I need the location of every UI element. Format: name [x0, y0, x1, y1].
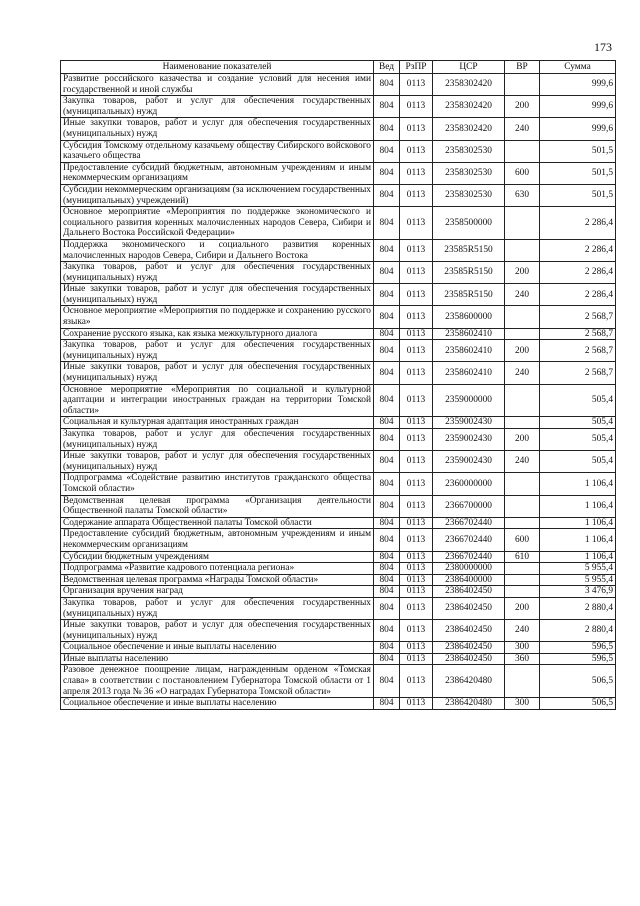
- cell-rzpr: 0113: [400, 429, 433, 451]
- cell-name: Ведомственная целевая программа «Награды Томской области»: [61, 574, 374, 586]
- cell-rzpr: 0113: [400, 473, 433, 495]
- cell-name: Закупка товаров, работ и услуг для обеспечения государственных (муниципальных) нужд: [61, 597, 374, 619]
- table-row: [61, 284, 616, 306]
- cell-ved: 804: [374, 574, 400, 586]
- cell-ved: 804: [374, 162, 400, 184]
- cell-rzpr: 0113: [400, 262, 433, 284]
- cell-rzpr: 0113: [400, 665, 433, 698]
- table-row: [61, 698, 616, 710]
- cell-csr: 2386420480: [433, 698, 505, 710]
- cell-sum: 505,4: [540, 451, 616, 473]
- cell-ved: 804: [374, 118, 400, 140]
- cell-rzpr: 0113: [400, 451, 433, 473]
- cell-sum: 5 955,4: [540, 574, 616, 586]
- header-csr: ЦСР: [433, 61, 505, 74]
- cell-name: Иные закупки товаров, работ и услуг для обеспечения государственных (муниципальных) нужд: [61, 284, 374, 306]
- cell-sum: 501,5: [540, 140, 616, 162]
- cell-csr: 2358600000: [433, 306, 505, 328]
- cell-vr: 200: [505, 96, 540, 118]
- cell-rzpr: 0113: [400, 184, 433, 206]
- cell-name: Субсидии бюджетным учреждениям: [61, 551, 374, 563]
- cell-csr: 2386402450: [433, 586, 505, 598]
- cell-vr: 200: [505, 340, 540, 362]
- cell-vr: [505, 417, 540, 429]
- cell-csr: 2358302530: [433, 184, 505, 206]
- cell-ved: 804: [374, 620, 400, 642]
- cell-vr: 240: [505, 620, 540, 642]
- cell-name: Субсидия Томскому отдельному казачьему обществу Сибирского войскового казачьего общества: [61, 140, 374, 162]
- table-row: [61, 306, 616, 328]
- cell-ved: 804: [374, 328, 400, 340]
- cell-vr: 240: [505, 362, 540, 384]
- cell-rzpr: 0113: [400, 328, 433, 340]
- cell-csr: 2360000000: [433, 473, 505, 495]
- cell-ved: 804: [374, 586, 400, 598]
- cell-rzpr: 0113: [400, 162, 433, 184]
- cell-rzpr: 0113: [400, 551, 433, 563]
- cell-vr: 360: [505, 653, 540, 665]
- cell-name: Разовое денежное поощрение лицам, награжденным орденом «Томская слава» в соответствии с постановлением Губернатора Томской области от 1 апреля 2013 года № 36 «О наградах Губернатора Томской области»: [61, 665, 374, 698]
- table-row: [61, 417, 616, 429]
- table-row: [61, 563, 616, 575]
- cell-ved: 804: [374, 340, 400, 362]
- cell-sum: 1 106,4: [540, 529, 616, 551]
- cell-vr: 200: [505, 597, 540, 619]
- cell-name: Закупка товаров, работ и услуг для обеспечения государственных (муниципальных) нужд: [61, 96, 374, 118]
- cell-vr: 600: [505, 529, 540, 551]
- cell-ved: 804: [374, 551, 400, 563]
- table-row: [61, 586, 616, 598]
- cell-csr: 2366702440: [433, 551, 505, 563]
- cell-rzpr: 0113: [400, 620, 433, 642]
- table-row: [61, 362, 616, 384]
- cell-csr: 2386402450: [433, 653, 505, 665]
- header-row: [61, 61, 616, 74]
- cell-sum: 2 286,4: [540, 262, 616, 284]
- cell-name: Социальное обеспечение и иные выплаты населению: [61, 642, 374, 654]
- table-row: [61, 517, 616, 529]
- cell-sum: 3 476,9: [540, 586, 616, 598]
- cell-csr: 2366702440: [433, 517, 505, 529]
- table-row: [61, 574, 616, 586]
- cell-ved: 804: [374, 96, 400, 118]
- header-name: Наименование показателей: [61, 61, 374, 74]
- cell-rzpr: 0113: [400, 239, 433, 261]
- table-row: [61, 473, 616, 495]
- cell-name: Основное мероприятие «Мероприятия по поддержке экономического и социального развития коренных малочисленных народов Севера, Сибири и Дальнего Востока Российской Федерации»: [61, 207, 374, 240]
- cell-csr: 2358602410: [433, 328, 505, 340]
- cell-ved: 804: [374, 495, 400, 517]
- table-row: [61, 340, 616, 362]
- cell-csr: 2380000000: [433, 563, 505, 575]
- table-row: [61, 140, 616, 162]
- cell-csr: 2358302420: [433, 96, 505, 118]
- header-vr: ВР: [505, 61, 540, 74]
- table-row: [61, 384, 616, 417]
- table-row: [61, 328, 616, 340]
- cell-vr: [505, 586, 540, 598]
- cell-csr: 2359002430: [433, 417, 505, 429]
- cell-vr: 200: [505, 262, 540, 284]
- cell-csr: 2358302530: [433, 162, 505, 184]
- cell-rzpr: 0113: [400, 574, 433, 586]
- cell-name: Ведомственная целевая программа «Организация деятельности Общественной палаты Томской области»: [61, 495, 374, 517]
- cell-ved: 804: [374, 473, 400, 495]
- cell-rzpr: 0113: [400, 306, 433, 328]
- cell-vr: 610: [505, 551, 540, 563]
- cell-rzpr: 0113: [400, 642, 433, 654]
- cell-sum: 596,5: [540, 642, 616, 654]
- cell-rzpr: 0113: [400, 495, 433, 517]
- cell-vr: 300: [505, 642, 540, 654]
- table-row: [61, 642, 616, 654]
- cell-sum: 2 568,7: [540, 362, 616, 384]
- cell-sum: 2 286,4: [540, 239, 616, 261]
- table-row: [61, 239, 616, 261]
- table-row: [61, 665, 616, 698]
- cell-vr: [505, 239, 540, 261]
- cell-rzpr: 0113: [400, 118, 433, 140]
- cell-name: Предоставление субсидий бюджетным, автономным учреждениям и иным некоммерческим организациям: [61, 162, 374, 184]
- cell-rzpr: 0113: [400, 340, 433, 362]
- cell-csr: 2358602410: [433, 340, 505, 362]
- cell-rzpr: 0113: [400, 74, 433, 96]
- cell-sum: 5 955,4: [540, 563, 616, 575]
- cell-rzpr: 0113: [400, 207, 433, 240]
- cell-ved: 804: [374, 563, 400, 575]
- cell-csr: 2366702440: [433, 529, 505, 551]
- cell-sum: 1 106,4: [540, 517, 616, 529]
- cell-name: Социальная и культурная адаптация иностранных граждан: [61, 417, 374, 429]
- cell-ved: 804: [374, 384, 400, 417]
- cell-sum: 1 106,4: [540, 495, 616, 517]
- table-row: [61, 74, 616, 96]
- cell-csr: 2359002430: [433, 429, 505, 451]
- table-body: [61, 74, 616, 710]
- cell-vr: [505, 207, 540, 240]
- cell-vr: [505, 574, 540, 586]
- cell-vr: 240: [505, 451, 540, 473]
- cell-ved: 804: [374, 429, 400, 451]
- table-row: [61, 262, 616, 284]
- table-row: [61, 597, 616, 619]
- cell-csr: 2358302420: [433, 74, 505, 96]
- cell-csr: 2358602410: [433, 362, 505, 384]
- cell-rzpr: 0113: [400, 698, 433, 710]
- cell-name: Иные закупки товаров, работ и услуг для обеспечения государственных (муниципальных) нужд: [61, 362, 374, 384]
- cell-csr: 23585R5150: [433, 239, 505, 261]
- cell-name: Сохранение русского языка, как языка межкультурного диалога: [61, 328, 374, 340]
- cell-ved: 804: [374, 665, 400, 698]
- page-number: 173: [594, 40, 612, 54]
- cell-name: Закупка товаров, работ и услуг для обеспечения государственных (муниципальных) нужд: [61, 340, 374, 362]
- cell-vr: [505, 306, 540, 328]
- cell-csr: 2359000000: [433, 384, 505, 417]
- cell-sum: 506,5: [540, 665, 616, 698]
- cell-name: Поддержка экономического и социального развития коренных малочисленных народов Севера, Сибири и Дальнего Востока: [61, 239, 374, 261]
- cell-vr: [505, 665, 540, 698]
- cell-vr: [505, 473, 540, 495]
- cell-sum: 505,4: [540, 384, 616, 417]
- cell-rzpr: 0113: [400, 517, 433, 529]
- cell-sum: 501,5: [540, 184, 616, 206]
- cell-sum: 999,6: [540, 118, 616, 140]
- cell-name: Подпрограмма «Развитие кадрового потенциала региона»: [61, 563, 374, 575]
- cell-name: Иные закупки товаров, работ и услуг для обеспечения государственных (муниципальных) нужд: [61, 620, 374, 642]
- cell-sum: 506,5: [540, 698, 616, 710]
- cell-sum: 505,4: [540, 417, 616, 429]
- table-row: [61, 495, 616, 517]
- cell-vr: 240: [505, 284, 540, 306]
- cell-vr: 200: [505, 429, 540, 451]
- cell-sum: 505,4: [540, 429, 616, 451]
- cell-sum: 999,6: [540, 96, 616, 118]
- cell-ved: 804: [374, 653, 400, 665]
- cell-sum: 1 106,4: [540, 551, 616, 563]
- cell-vr: [505, 384, 540, 417]
- table-row: [61, 451, 616, 473]
- table-row: [61, 184, 616, 206]
- table-row: [61, 162, 616, 184]
- cell-name: Содержание аппарата Общественной палаты Томской области: [61, 517, 374, 529]
- cell-ved: 804: [374, 517, 400, 529]
- cell-name: Основное мероприятие «Мероприятия по социальной и культурной адаптации и интеграции иностранных граждан на территории Томской области»: [61, 384, 374, 417]
- cell-ved: 804: [374, 597, 400, 619]
- cell-ved: 804: [374, 698, 400, 710]
- cell-name: Социальное обеспечение и иные выплаты населению: [61, 698, 374, 710]
- cell-rzpr: 0113: [400, 597, 433, 619]
- cell-sum: 2 286,4: [540, 207, 616, 240]
- cell-csr: 2366700000: [433, 495, 505, 517]
- table-row: [61, 529, 616, 551]
- cell-sum: 2 880,4: [540, 597, 616, 619]
- table-row: [61, 207, 616, 240]
- cell-sum: 2 568,7: [540, 340, 616, 362]
- cell-csr: 2358302530: [433, 140, 505, 162]
- header-rzpr: РзПР: [400, 61, 433, 74]
- cell-vr: 630: [505, 184, 540, 206]
- cell-ved: 804: [374, 529, 400, 551]
- cell-rzpr: 0113: [400, 563, 433, 575]
- table-row: [61, 551, 616, 563]
- cell-csr: 2386400000: [433, 574, 505, 586]
- cell-ved: 804: [374, 451, 400, 473]
- cell-name: Предоставление субсидий бюджетным, автономным учреждениям и иным некоммерческим организациям: [61, 529, 374, 551]
- cell-vr: [505, 563, 540, 575]
- cell-name: Иные закупки товаров, работ и услуг для обеспечения государственных (муниципальных) нужд: [61, 451, 374, 473]
- cell-name: Организация вручения наград: [61, 586, 374, 598]
- cell-rzpr: 0113: [400, 529, 433, 551]
- cell-ved: 804: [374, 207, 400, 240]
- cell-vr: [505, 328, 540, 340]
- cell-name: Основное мероприятие «Мероприятия по поддержке и сохранению русского языка»: [61, 306, 374, 328]
- header-ved: Вед: [374, 61, 400, 74]
- cell-csr: 23585R5150: [433, 262, 505, 284]
- cell-csr: 2386402450: [433, 597, 505, 619]
- cell-vr: 600: [505, 162, 540, 184]
- cell-vr: [505, 517, 540, 529]
- cell-rzpr: 0113: [400, 586, 433, 598]
- cell-csr: 2386402450: [433, 642, 505, 654]
- cell-csr: 2358500000: [433, 207, 505, 240]
- cell-ved: 804: [374, 140, 400, 162]
- cell-ved: 804: [374, 417, 400, 429]
- cell-sum: 2 286,4: [540, 284, 616, 306]
- cell-vr: 300: [505, 698, 540, 710]
- cell-ved: 804: [374, 262, 400, 284]
- cell-ved: 804: [374, 306, 400, 328]
- cell-csr: 2386420480: [433, 665, 505, 698]
- cell-vr: [505, 140, 540, 162]
- table-row: [61, 653, 616, 665]
- cell-rzpr: 0113: [400, 140, 433, 162]
- cell-name: Закупка товаров, работ и услуг для обеспечения государственных (муниципальных) нужд: [61, 262, 374, 284]
- budget-table: [60, 60, 616, 710]
- cell-rzpr: 0113: [400, 653, 433, 665]
- cell-ved: 804: [374, 284, 400, 306]
- cell-sum: 596,5: [540, 653, 616, 665]
- cell-ved: 804: [374, 642, 400, 654]
- cell-rzpr: 0113: [400, 362, 433, 384]
- cell-vr: [505, 74, 540, 96]
- cell-sum: 1 106,4: [540, 473, 616, 495]
- cell-sum: 999,6: [540, 74, 616, 96]
- cell-sum: 2 568,7: [540, 306, 616, 328]
- cell-ved: 804: [374, 362, 400, 384]
- cell-ved: 804: [374, 239, 400, 261]
- cell-name: Подпрограмма «Содействие развитию институтов гражданского общества Томской области»: [61, 473, 374, 495]
- cell-rzpr: 0113: [400, 284, 433, 306]
- cell-name: Закупка товаров, работ и услуг для обеспечения государственных (муниципальных) нужд: [61, 429, 374, 451]
- cell-csr: 2386402450: [433, 620, 505, 642]
- cell-ved: 804: [374, 184, 400, 206]
- cell-csr: 2358302420: [433, 118, 505, 140]
- cell-vr: 240: [505, 118, 540, 140]
- cell-rzpr: 0113: [400, 417, 433, 429]
- cell-sum: 2 568,7: [540, 328, 616, 340]
- cell-name: Иные закупки товаров, работ и услуг для обеспечения государственных (муниципальных) нужд: [61, 118, 374, 140]
- cell-rzpr: 0113: [400, 96, 433, 118]
- table-header: [61, 61, 616, 74]
- table-row: [61, 96, 616, 118]
- cell-sum: 2 880,4: [540, 620, 616, 642]
- cell-name: Развитие российского казачества и создание условий для несения ими государственной и иной службы: [61, 74, 374, 96]
- cell-csr: 23585R5150: [433, 284, 505, 306]
- table-row: [61, 620, 616, 642]
- cell-csr: 2359002430: [433, 451, 505, 473]
- table-row: [61, 429, 616, 451]
- cell-ved: 804: [374, 74, 400, 96]
- cell-rzpr: 0113: [400, 384, 433, 417]
- cell-name: Субсидии некоммерческим организациям (за исключением государственных (муниципальных) учреждений): [61, 184, 374, 206]
- cell-vr: [505, 495, 540, 517]
- header-sum: Сумма: [540, 61, 616, 74]
- cell-sum: 501,5: [540, 162, 616, 184]
- cell-name: Иные выплаты населению: [61, 653, 374, 665]
- table-row: [61, 118, 616, 140]
